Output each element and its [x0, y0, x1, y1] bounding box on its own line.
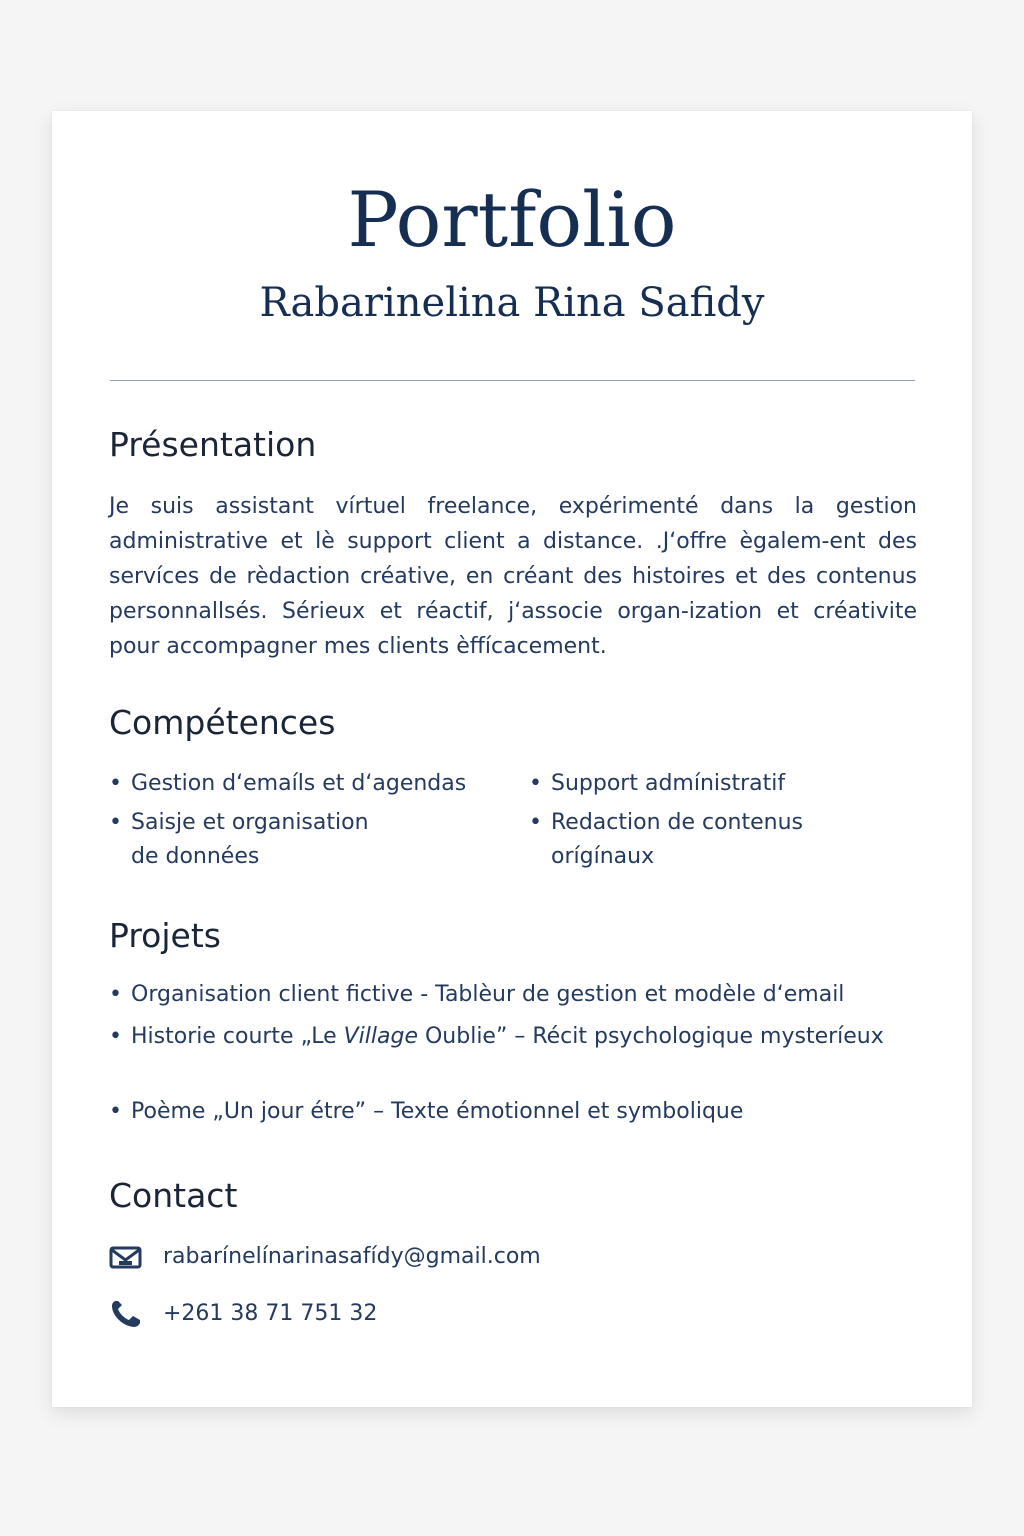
- contact-phone[interactable]: +261 38 71 751 32: [163, 1301, 378, 1326]
- competences-heading: Compétences: [109, 703, 336, 742]
- project-text-end: Oublie” – Récit psychologique mysteríeux: [417, 1024, 884, 1049]
- list-item: [109, 806, 369, 874]
- skill-line: • Redaction de contenus: [551, 810, 804, 835]
- contact-heading: Contact: [109, 1176, 238, 1215]
- list-item: [529, 767, 785, 801]
- phone-icon: [109, 1299, 143, 1329]
- skill-line: de données: [131, 844, 260, 869]
- skill-line: • Support admínistratif: [551, 771, 786, 796]
- list-item: [529, 806, 803, 874]
- skill-line: orígínaux: [551, 844, 655, 869]
- presentation-heading: Présentation: [109, 425, 317, 464]
- envelope-icon: [109, 1242, 143, 1272]
- project-text: Organisation client fictive - Tablèur de gestion et modèle d‘email: [131, 982, 845, 1007]
- portfolio-card: [52, 111, 972, 1407]
- list-item: [109, 1020, 921, 1054]
- contact-email[interactable]: rabarínelínarinasafídy@gmail.com: [163, 1244, 541, 1269]
- presentation-text: Je suis assistant vírtuel freelance, expérimenté dans la gestion administrative et lè support client a distance. .J‘offre ègalem-ent des servíces de rèdaction créative, en créant des histoires et des contenus personnallsés. Sérieux et réactif, j‘associe organ-ization et créativite pour accompagner mes clients èffícacement.: [109, 494, 917, 659]
- list-item: [109, 767, 466, 801]
- person-name: Rabarinelina Rina Safidy: [259, 280, 765, 326]
- skill-line: • Saisje et organisation: [131, 810, 369, 835]
- page-title: Portfolio: [347, 175, 677, 264]
- header-divider: [110, 380, 915, 381]
- list-item: [109, 978, 921, 1012]
- list-item: [109, 1095, 921, 1129]
- skill-line: • Gestion d‘emaíls et d‘agendas: [131, 771, 467, 796]
- project-text-emphasis: Village: [343, 1024, 418, 1049]
- project-text: Poème „Un jour étre” – Texte émotionnel et symbolique: [131, 1099, 744, 1124]
- projets-heading: Projets: [109, 916, 221, 955]
- project-text-start: Historie courte „Le: [131, 1024, 344, 1049]
